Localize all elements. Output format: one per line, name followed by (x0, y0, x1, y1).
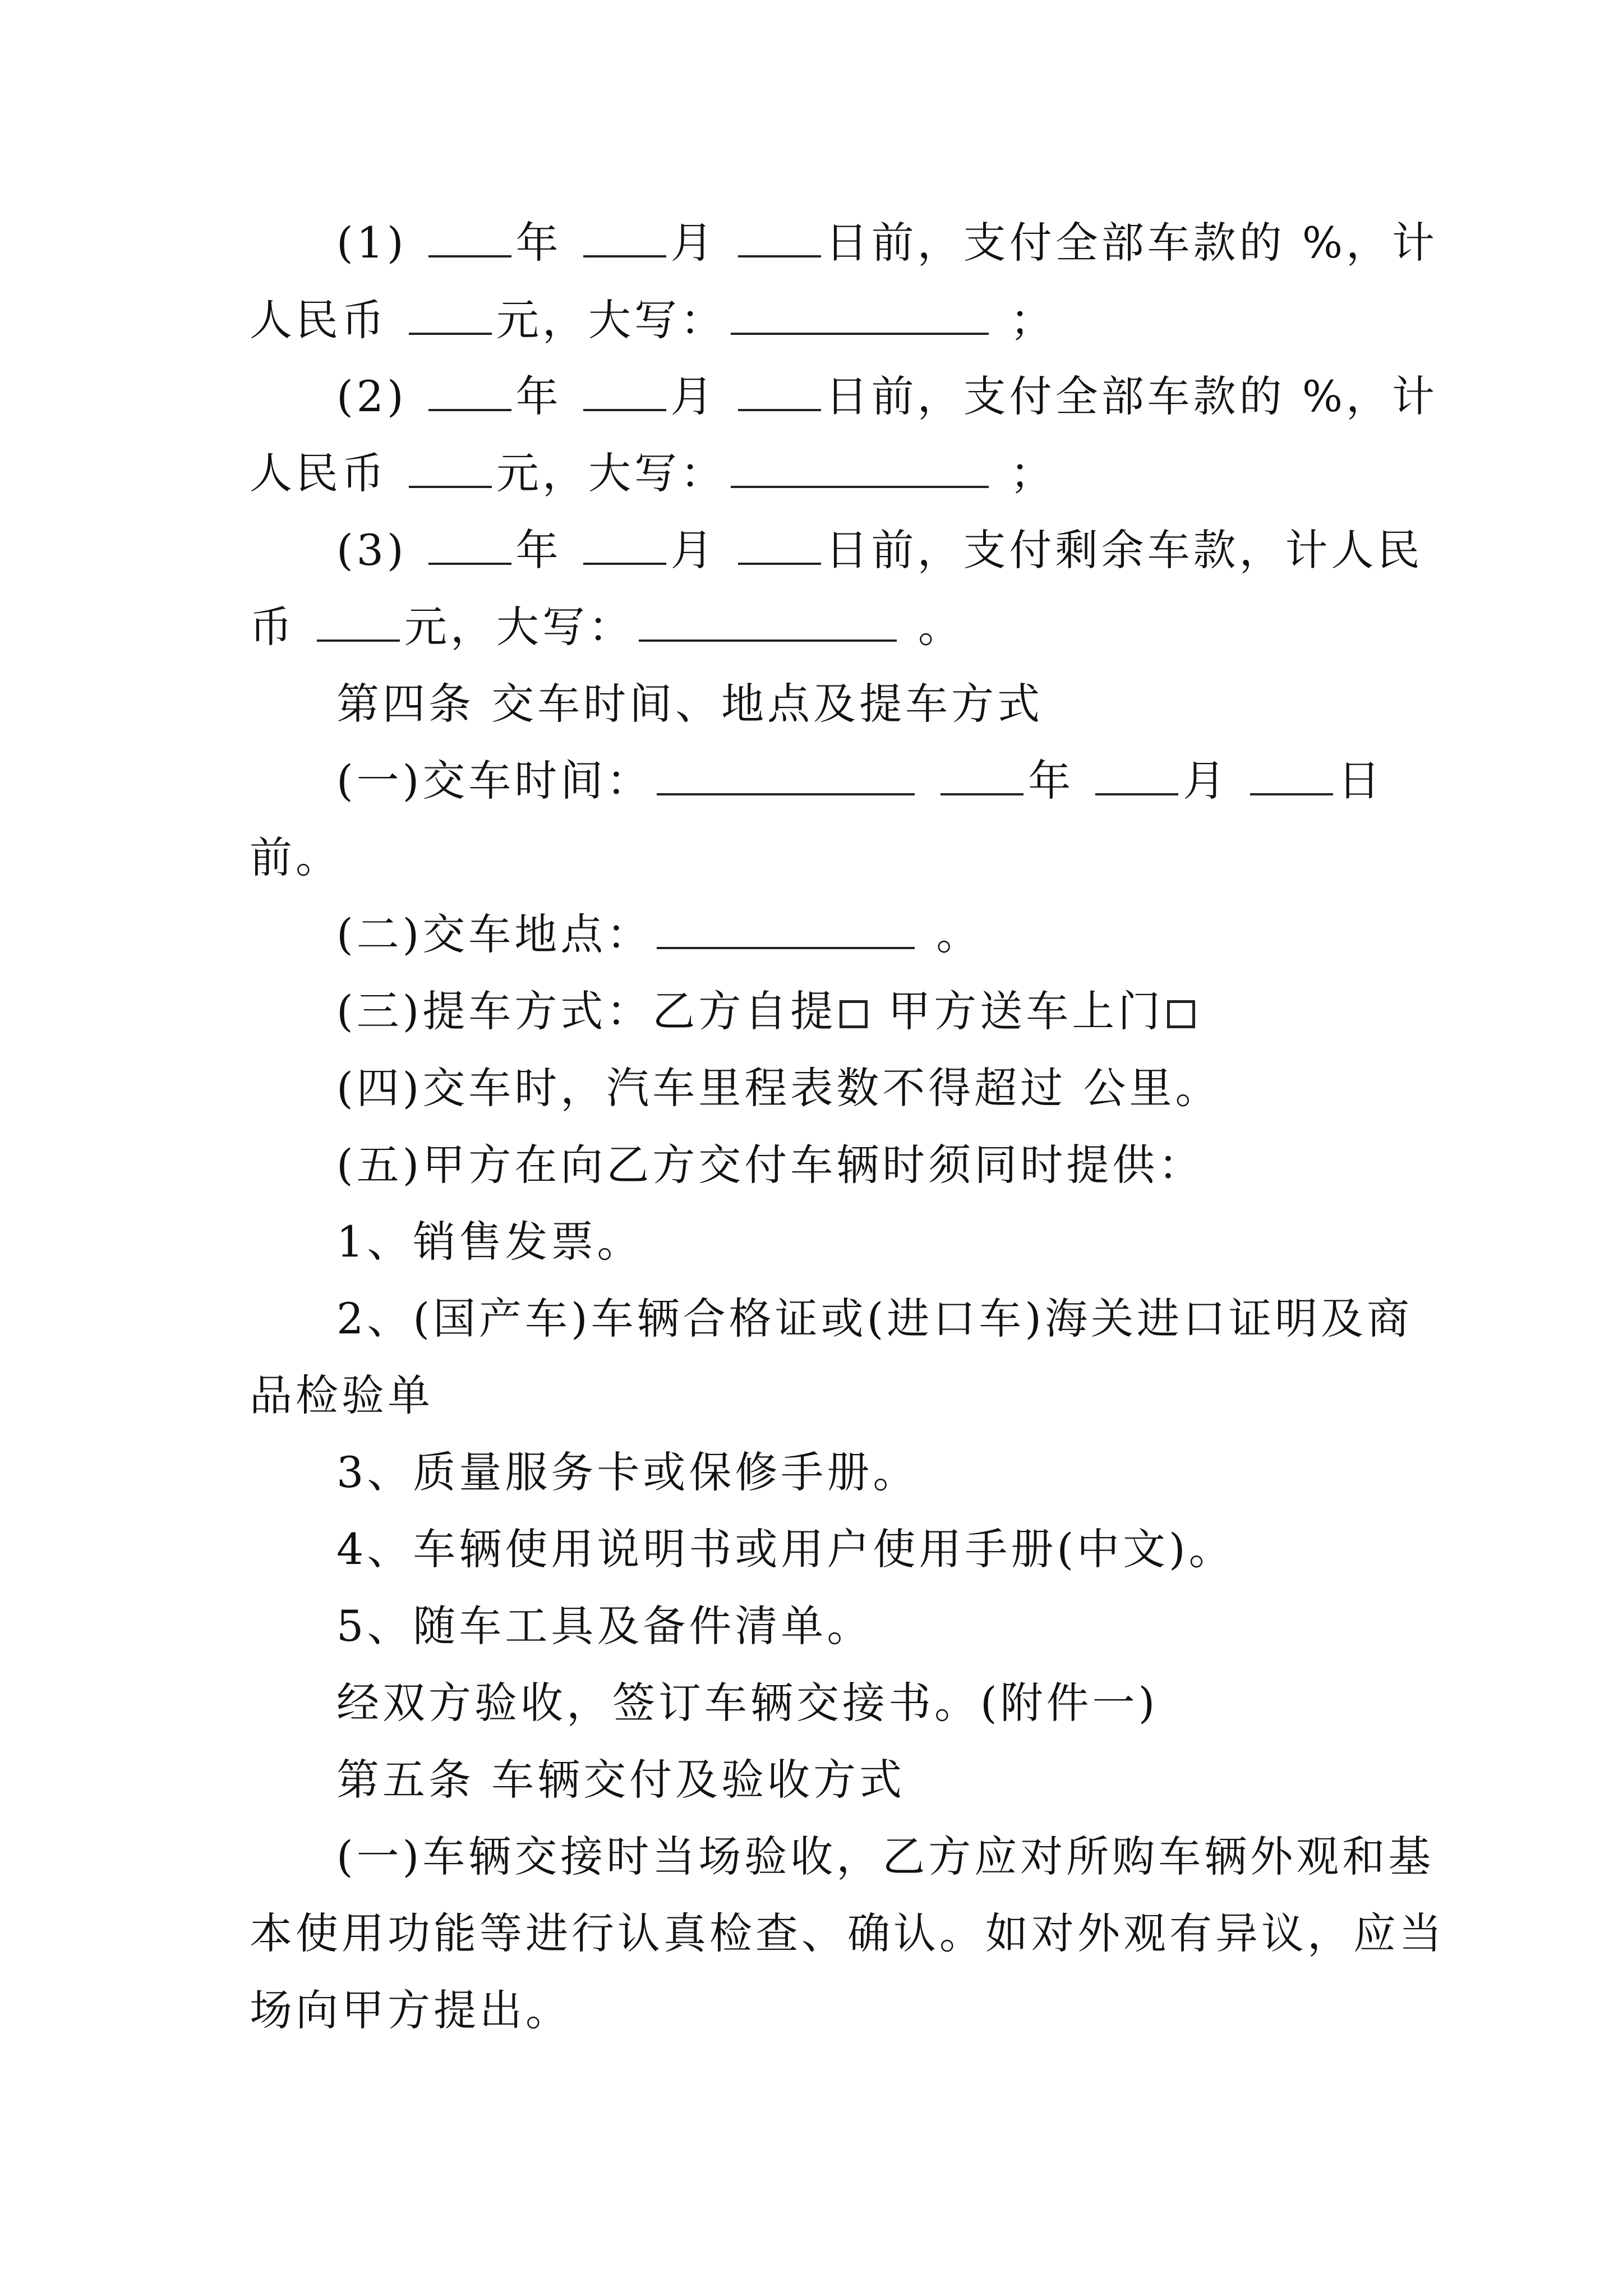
capital-amount-blank (731, 451, 989, 488)
day-label: 日 (1338, 756, 1384, 806)
item-number: (1) (336, 218, 407, 268)
year-blank (428, 220, 511, 257)
delivery-time-cont: 前。 (250, 832, 342, 882)
year-label: 年 (1028, 756, 1075, 806)
payment-item-3-amount (250, 596, 964, 658)
month-blank (583, 374, 666, 411)
payment-item-3 (336, 519, 1423, 581)
amount-blank (317, 605, 400, 642)
delivery-time (336, 750, 1384, 812)
list-item: 1、销售发票。 (336, 1217, 643, 1267)
home-delivery-checkbox[interactable] (1167, 1000, 1195, 1028)
provide-clause: (五)甲方在向乙方交付车辆时须同时提供： (336, 1140, 1205, 1190)
capital-amount-blank (731, 298, 989, 335)
month-label: 月 (1183, 756, 1229, 806)
year-label: 年 (515, 525, 562, 575)
month-label: 月 (670, 371, 717, 421)
amount-blank (409, 298, 492, 335)
year-label: 年 (515, 218, 562, 268)
month-label: 月 (670, 218, 717, 268)
list-item: 3、质量服务卡或保修手册。 (336, 1447, 919, 1497)
payment-item-1-amount (250, 289, 1056, 351)
capital-amount-blank (639, 605, 897, 642)
rmb-label: 人民币 (250, 295, 388, 345)
item-number: (2) (336, 371, 407, 421)
delivery-time-blank (657, 758, 915, 795)
article-5-title: 第五条 车辆交付及验收方式 (336, 1755, 906, 1805)
list-item: 5、随车工具及备件清单。 (336, 1601, 873, 1651)
self-pickup-checkbox[interactable] (840, 1000, 868, 1028)
month-blank (583, 528, 666, 565)
rmb-label: 币 (250, 602, 296, 652)
delivery-place (336, 904, 982, 965)
year-blank (428, 528, 511, 565)
article-5-para-line: 本使用功能等进行认真检查、确认。如对外观有异议，应当 (250, 1908, 1445, 1958)
delivery-time-label: (一)交车时间： (336, 756, 653, 806)
line-end: ； (1010, 295, 1056, 345)
year-blank (428, 374, 511, 411)
amount-label: 元，大写： (496, 448, 726, 498)
rmb-label: 人民币 (250, 448, 388, 498)
delivery-option-label: 甲方送车上门 (888, 986, 1164, 1036)
amount-blank (409, 451, 492, 488)
payment-text: 日前，支付全部车款的 %，计 (825, 218, 1438, 268)
item-number: (3) (336, 525, 407, 575)
list-item-cont: 品检验单 (250, 1370, 434, 1420)
day-blank (738, 374, 821, 411)
pickup-method (336, 981, 1198, 1042)
payment-text: 日前，支付全部车款的 %，计 (825, 371, 1438, 421)
day-blank (738, 528, 821, 565)
acceptance-clause: 经双方验收，签订车辆交接书。(附件一) (336, 1678, 1159, 1728)
delivery-place-blank (657, 912, 915, 949)
year-blank (940, 758, 1023, 795)
line-end: 。 (918, 602, 964, 652)
payment-item-2-amount (250, 443, 1056, 504)
month-label: 月 (670, 525, 717, 575)
day-blank (1250, 758, 1333, 795)
payment-text: 日前，支付剩余车款，计人民 (825, 525, 1423, 575)
year-label: 年 (515, 371, 562, 421)
amount-label: 元，大写： (496, 295, 726, 345)
article-5-para-line: (一)车辆交接时当场验收，乙方应对所购车辆外观和基 (336, 1832, 1435, 1881)
line-end: 。 (936, 909, 983, 959)
month-blank (1095, 758, 1178, 795)
delivery-place-label: (二)交车地点： (336, 909, 653, 959)
article-4-title: 第四条 交车时间、地点及提车方式 (336, 679, 1044, 729)
pickup-label: (三)提车方式：乙方自提 (336, 986, 837, 1036)
day-blank (738, 220, 821, 257)
payment-item-2 (336, 366, 1438, 427)
mileage-clause: (四)交车时，汽车里程表数不得超过 公里。 (336, 1063, 1221, 1113)
list-item: 4、车辆使用说明书或用户使用手册(中文)。 (336, 1524, 1235, 1574)
payment-item-1 (336, 212, 1438, 274)
list-item: 2、(国产车)车辆合格证或(进口车)海关进口证明及商 (336, 1294, 1413, 1343)
month-blank (583, 220, 666, 257)
article-5-para-line: 场向甲方提出。 (250, 1985, 571, 2035)
amount-label: 元，大写： (404, 602, 634, 652)
line-end: ； (1010, 448, 1056, 498)
